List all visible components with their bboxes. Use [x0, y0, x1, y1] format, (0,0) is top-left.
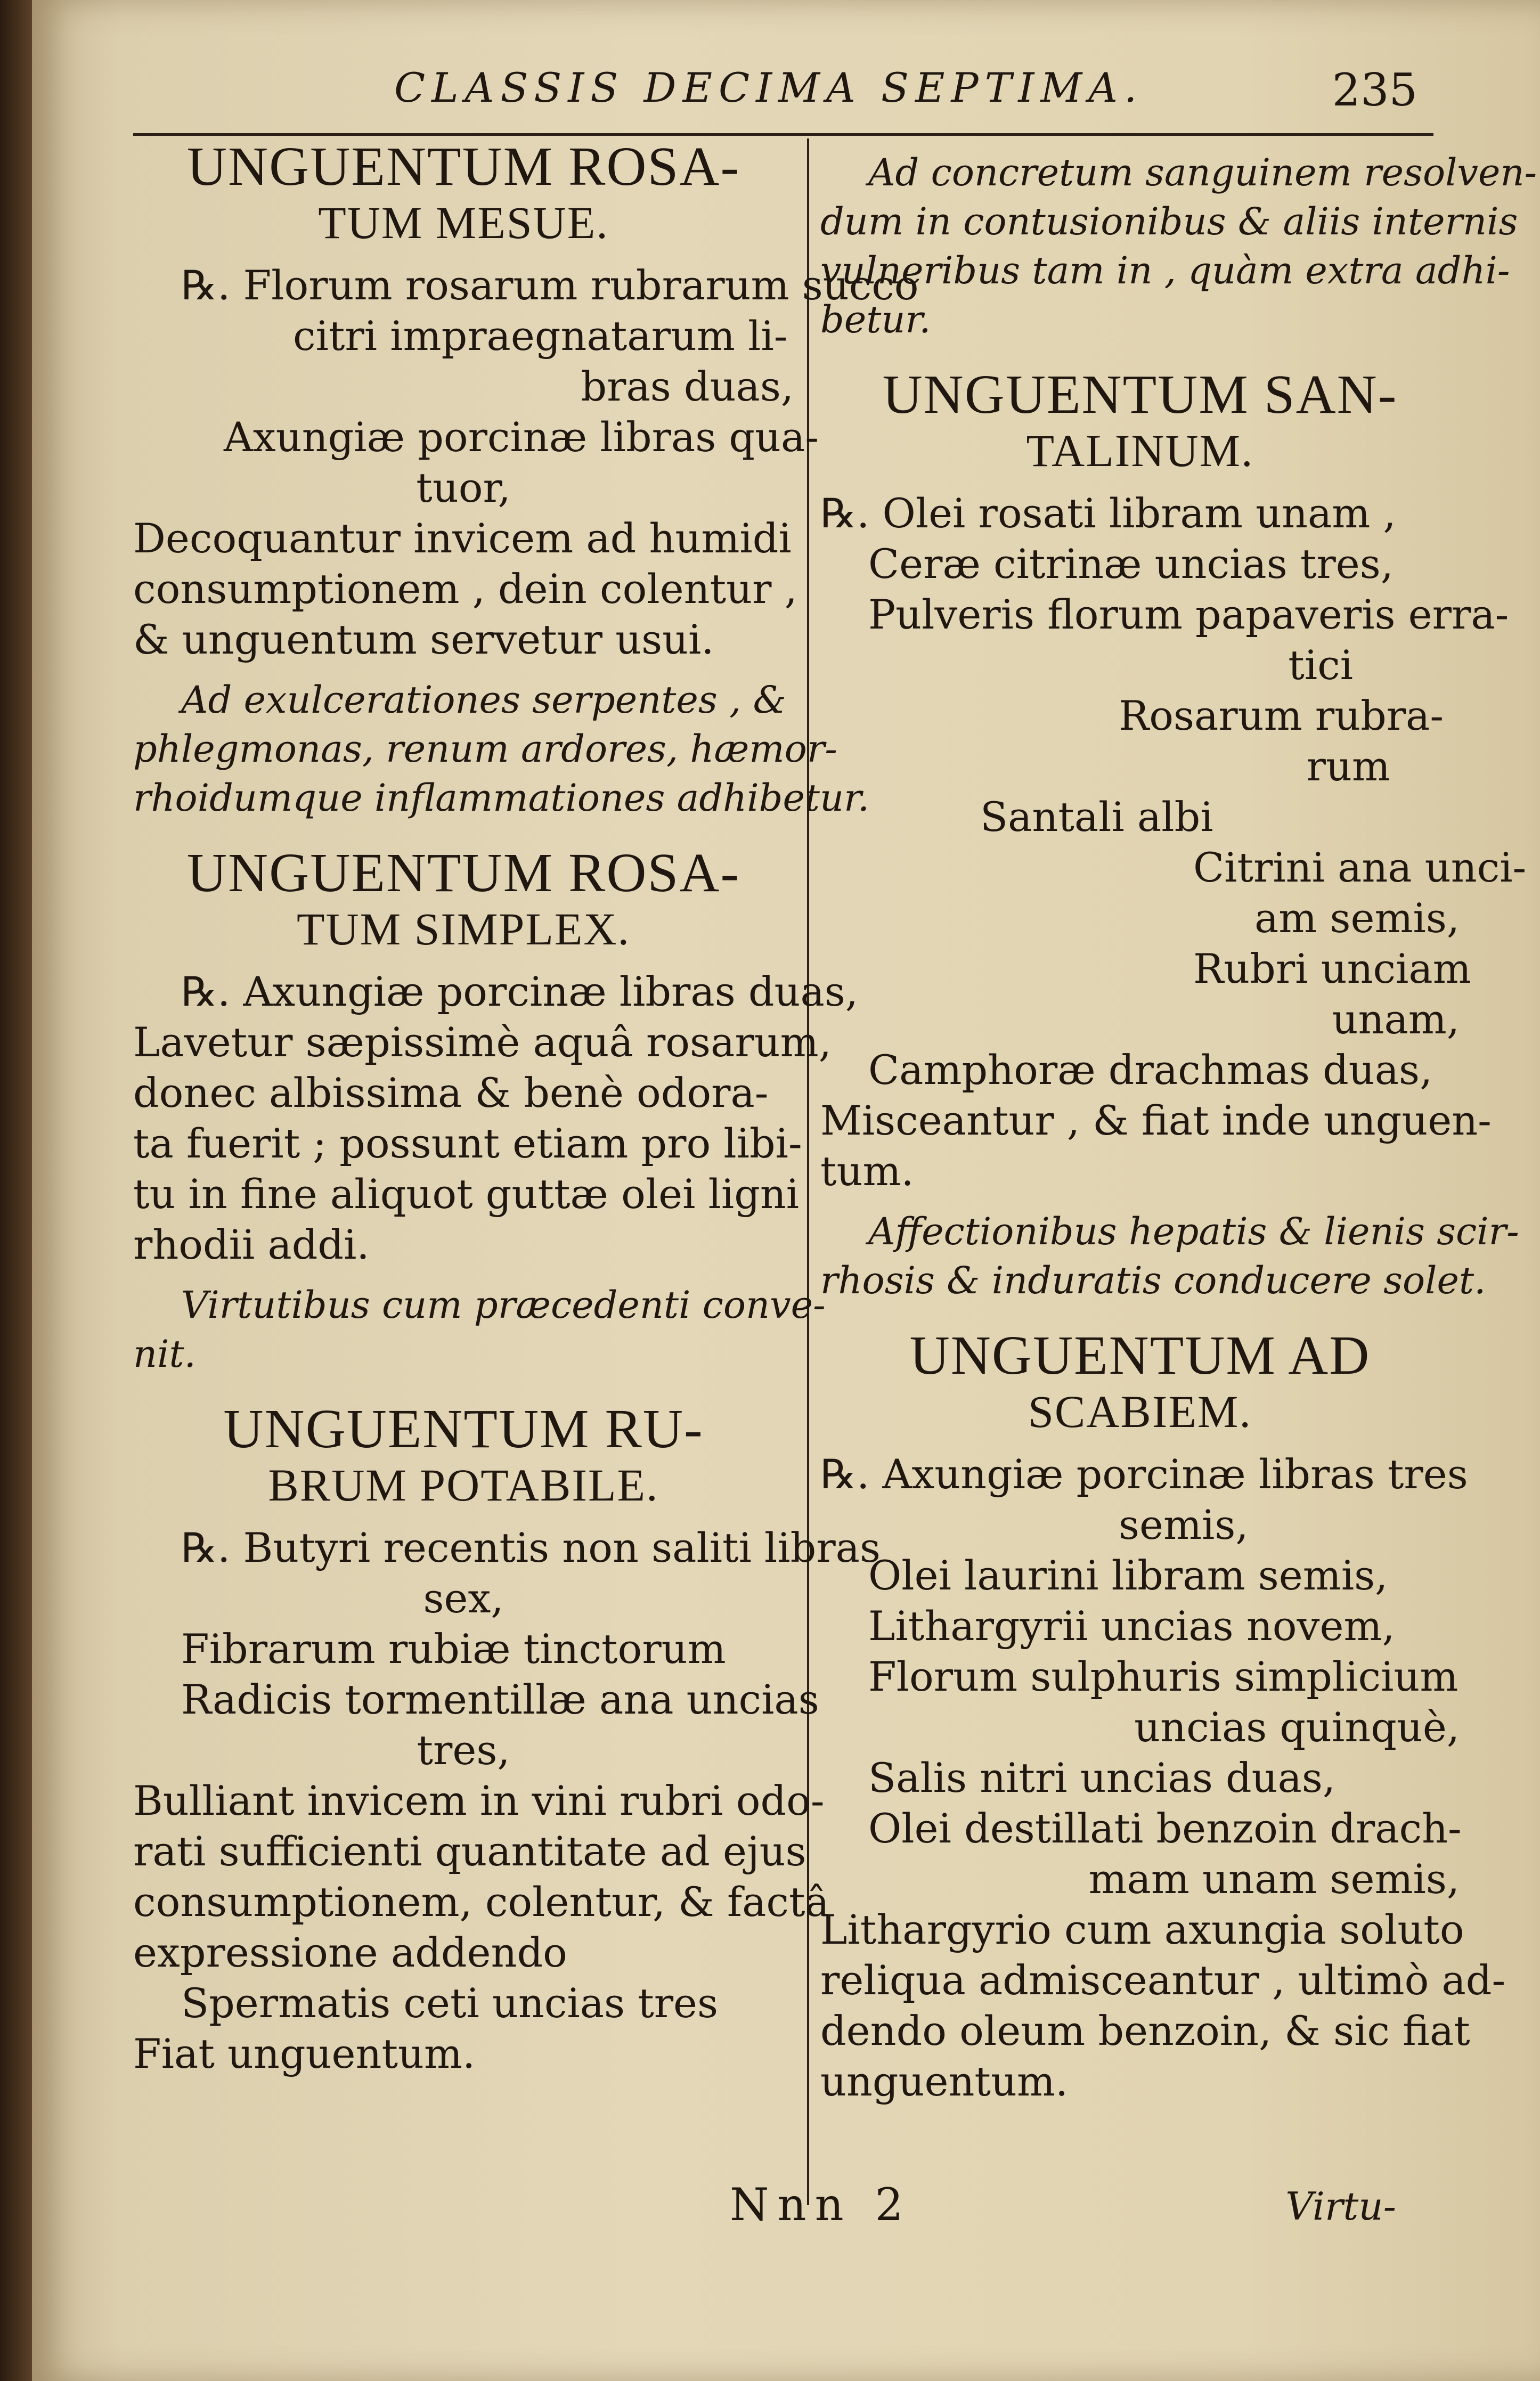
section-title: UNGUENTUM SAN- TALINUM.	[882, 364, 1398, 476]
usage-note: Ad concretum sanguinem resolven- dum in contusionibus & aliis internis vulneribus tam in , quàm extra adhi- betur.	[820, 151, 1537, 341]
recipe-text: ℞. Florum rosarum rubrarum succo citri impraegnatarum li- bras duas, Axungiæ porcinæ libras qua- tuor, Decoquantur invicem ad humidi consumptionem , dein colentur , & unguentum servetur usui.	[133, 262, 919, 663]
recipe-text: ℞. Butyri recentis non saliti libras sex, Fibrarum rubiæ tinctorum Radicis tormentillæ ana uncias tres, Bulliant invicem in vini rubri odo- rati sufficienti quantitate ad ejus consumptionem, colentur, & factâ expressione addendo Spermatis ceti uncias tres Fiat unguentum.	[133, 1524, 881, 2077]
book-page	[32, 0, 1540, 2381]
recipe-text: ℞. Axungiæ porcinæ libras tres semis, Olei laurini libram semis, Lithargyrii uncias novem, Florum sulphuris simplicium uncias quinquè, Salis nitri uncias duas, Olei destillati benzoin drach- mam unam semis, Lithargyrio cum axungia soluto reliqua admisceantur , ultimò ad- dendo oleum benzoin, & sic fiat unguentum.	[820, 1450, 1506, 2105]
usage-note: Virtutibus cum præcedenti conve- nit.	[133, 1283, 826, 1376]
page-number: 235	[1332, 64, 1417, 116]
left-column	[133, 136, 919, 2084]
usage-note: Affectionibus hepatis & lienis scir- rhosis & induratis conducere solet.	[820, 1210, 1519, 1302]
recipe-text: ℞. Olei rosati libram unam , Ceræ citrinæ uncias tres, Pulveris florum papaveris erra- tici Rosarum rubra- rum Santali albi Citrini ana unci- am semis, Rubri unciam unam, Camphoræ drachmas duas, Misceantur , & fiat inde unguen- tum.	[820, 490, 1527, 1195]
section-title: UNGUENTUM ROSA- TUM SIMPLEX.	[186, 842, 740, 955]
running-head: CLASSIS DECIMA SEPTIMA.	[394, 64, 1144, 111]
recipe-text: ℞. Axungiæ porcinæ libras duas, Lavetur sæpissimè aquâ rosarum, donec albissima & benè odora- ta fuerit ; possunt etiam pro libi- tu in fine aliquot guttæ olei ligni rhodii addi.	[133, 968, 858, 1268]
usage-note: Ad exulcerationes serpentes , & phlegmonas, renum ardores, hæmor- rhoidumque inflammationes adhibetur.	[133, 678, 870, 820]
section-title: UNGUENTUM RU- BRUM POTABILE.	[223, 1398, 704, 1511]
section-title: UNGUENTUM ROSA- TUM MESUE.	[186, 136, 740, 248]
book-spine	[0, 0, 32, 2381]
right-column	[820, 137, 1537, 2112]
signature-mark: Nnn 2	[730, 2179, 912, 2231]
section-title: UNGUENTUM AD SCABIEM.	[909, 1325, 1371, 1437]
catchword: Virtu-	[1285, 2184, 1396, 2229]
